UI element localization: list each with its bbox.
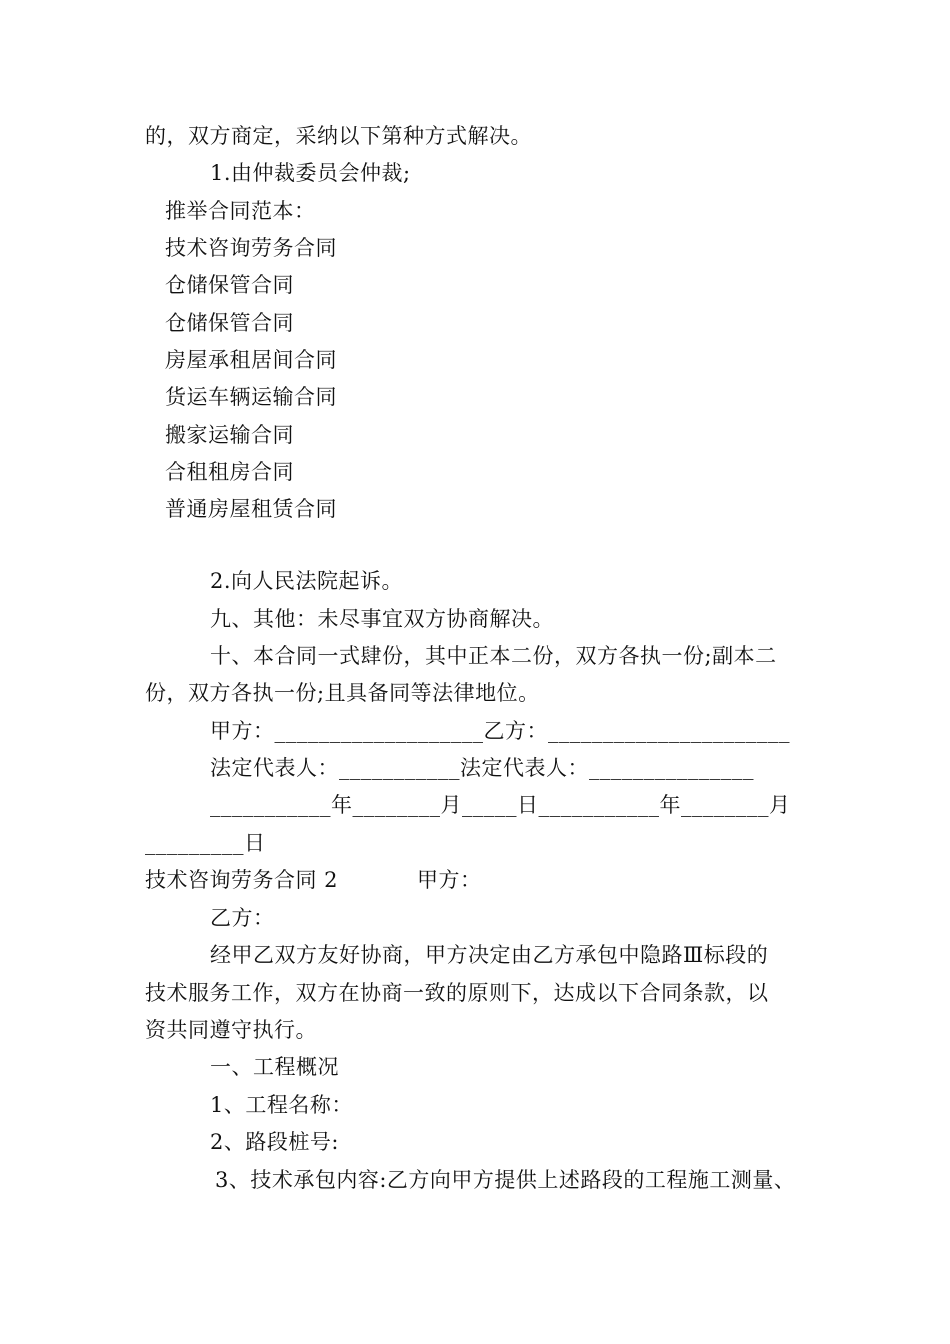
- clause-nine: 九、其他：未尽事宜双方协商解决。: [210, 607, 554, 631]
- recommended-templates-heading: 推举合同范本：: [165, 199, 316, 223]
- second-contract-title: 技术咨询劳务合同 2 甲方：: [145, 868, 482, 892]
- option-court: 2.向人民法院起诉。: [210, 569, 404, 593]
- template-link[interactable]: 技术咨询劳务合同: [165, 236, 337, 260]
- section-project-overview: 一、工程概况: [210, 1055, 339, 1079]
- item-project-name: 1、工程名称：: [210, 1093, 353, 1117]
- signature-parties: 甲方：___________________乙方：______________________: [210, 719, 790, 743]
- party-b-label: 乙方：: [210, 906, 275, 930]
- signature-dates: ___________年________月_____日___________年________月: [210, 793, 791, 817]
- template-link[interactable]: 合租租房合同: [165, 460, 294, 484]
- clause-ten-continued: 份，双方各执一份;且具备同等法律地位。: [145, 681, 540, 705]
- clause-ten: 十、本合同一式肆份，其中正本二份，双方各执一份;副本二: [210, 644, 777, 668]
- item-scope: 3、技术承包内容:乙方向甲方提供上述路段的工程施工测量、: [215, 1168, 796, 1192]
- template-link[interactable]: 搬家运输合同: [165, 423, 294, 447]
- template-link[interactable]: 普通房屋租赁合同: [165, 497, 337, 521]
- intro-paragraph-continued: 技术服务工作，双方在协商一致的原则下，达成以下合同条款，以: [145, 981, 769, 1005]
- paragraph-dispute-resolution: 的，双方商定，采纳以下第种方式解决。: [145, 124, 532, 148]
- item-road-section: 2、路段桩号:: [210, 1130, 339, 1154]
- intro-paragraph-end: 资共同遵守执行。: [145, 1018, 317, 1042]
- template-link[interactable]: 仓储保管合同: [165, 273, 294, 297]
- template-link[interactable]: 仓储保管合同: [165, 311, 294, 335]
- intro-paragraph: 经甲乙双方友好协商，甲方决定由乙方承包中隐路Ⅲ标段的: [210, 943, 769, 967]
- signature-representatives: 法定代表人：___________法定代表人：_______________: [210, 756, 754, 780]
- option-arbitration: 1.由仲裁委员会仲裁;: [210, 161, 411, 185]
- template-link[interactable]: 货运车辆运输合同: [165, 385, 337, 409]
- template-link[interactable]: 房屋承租居间合同: [165, 348, 337, 372]
- signature-dates-continued: _________日: [145, 831, 266, 855]
